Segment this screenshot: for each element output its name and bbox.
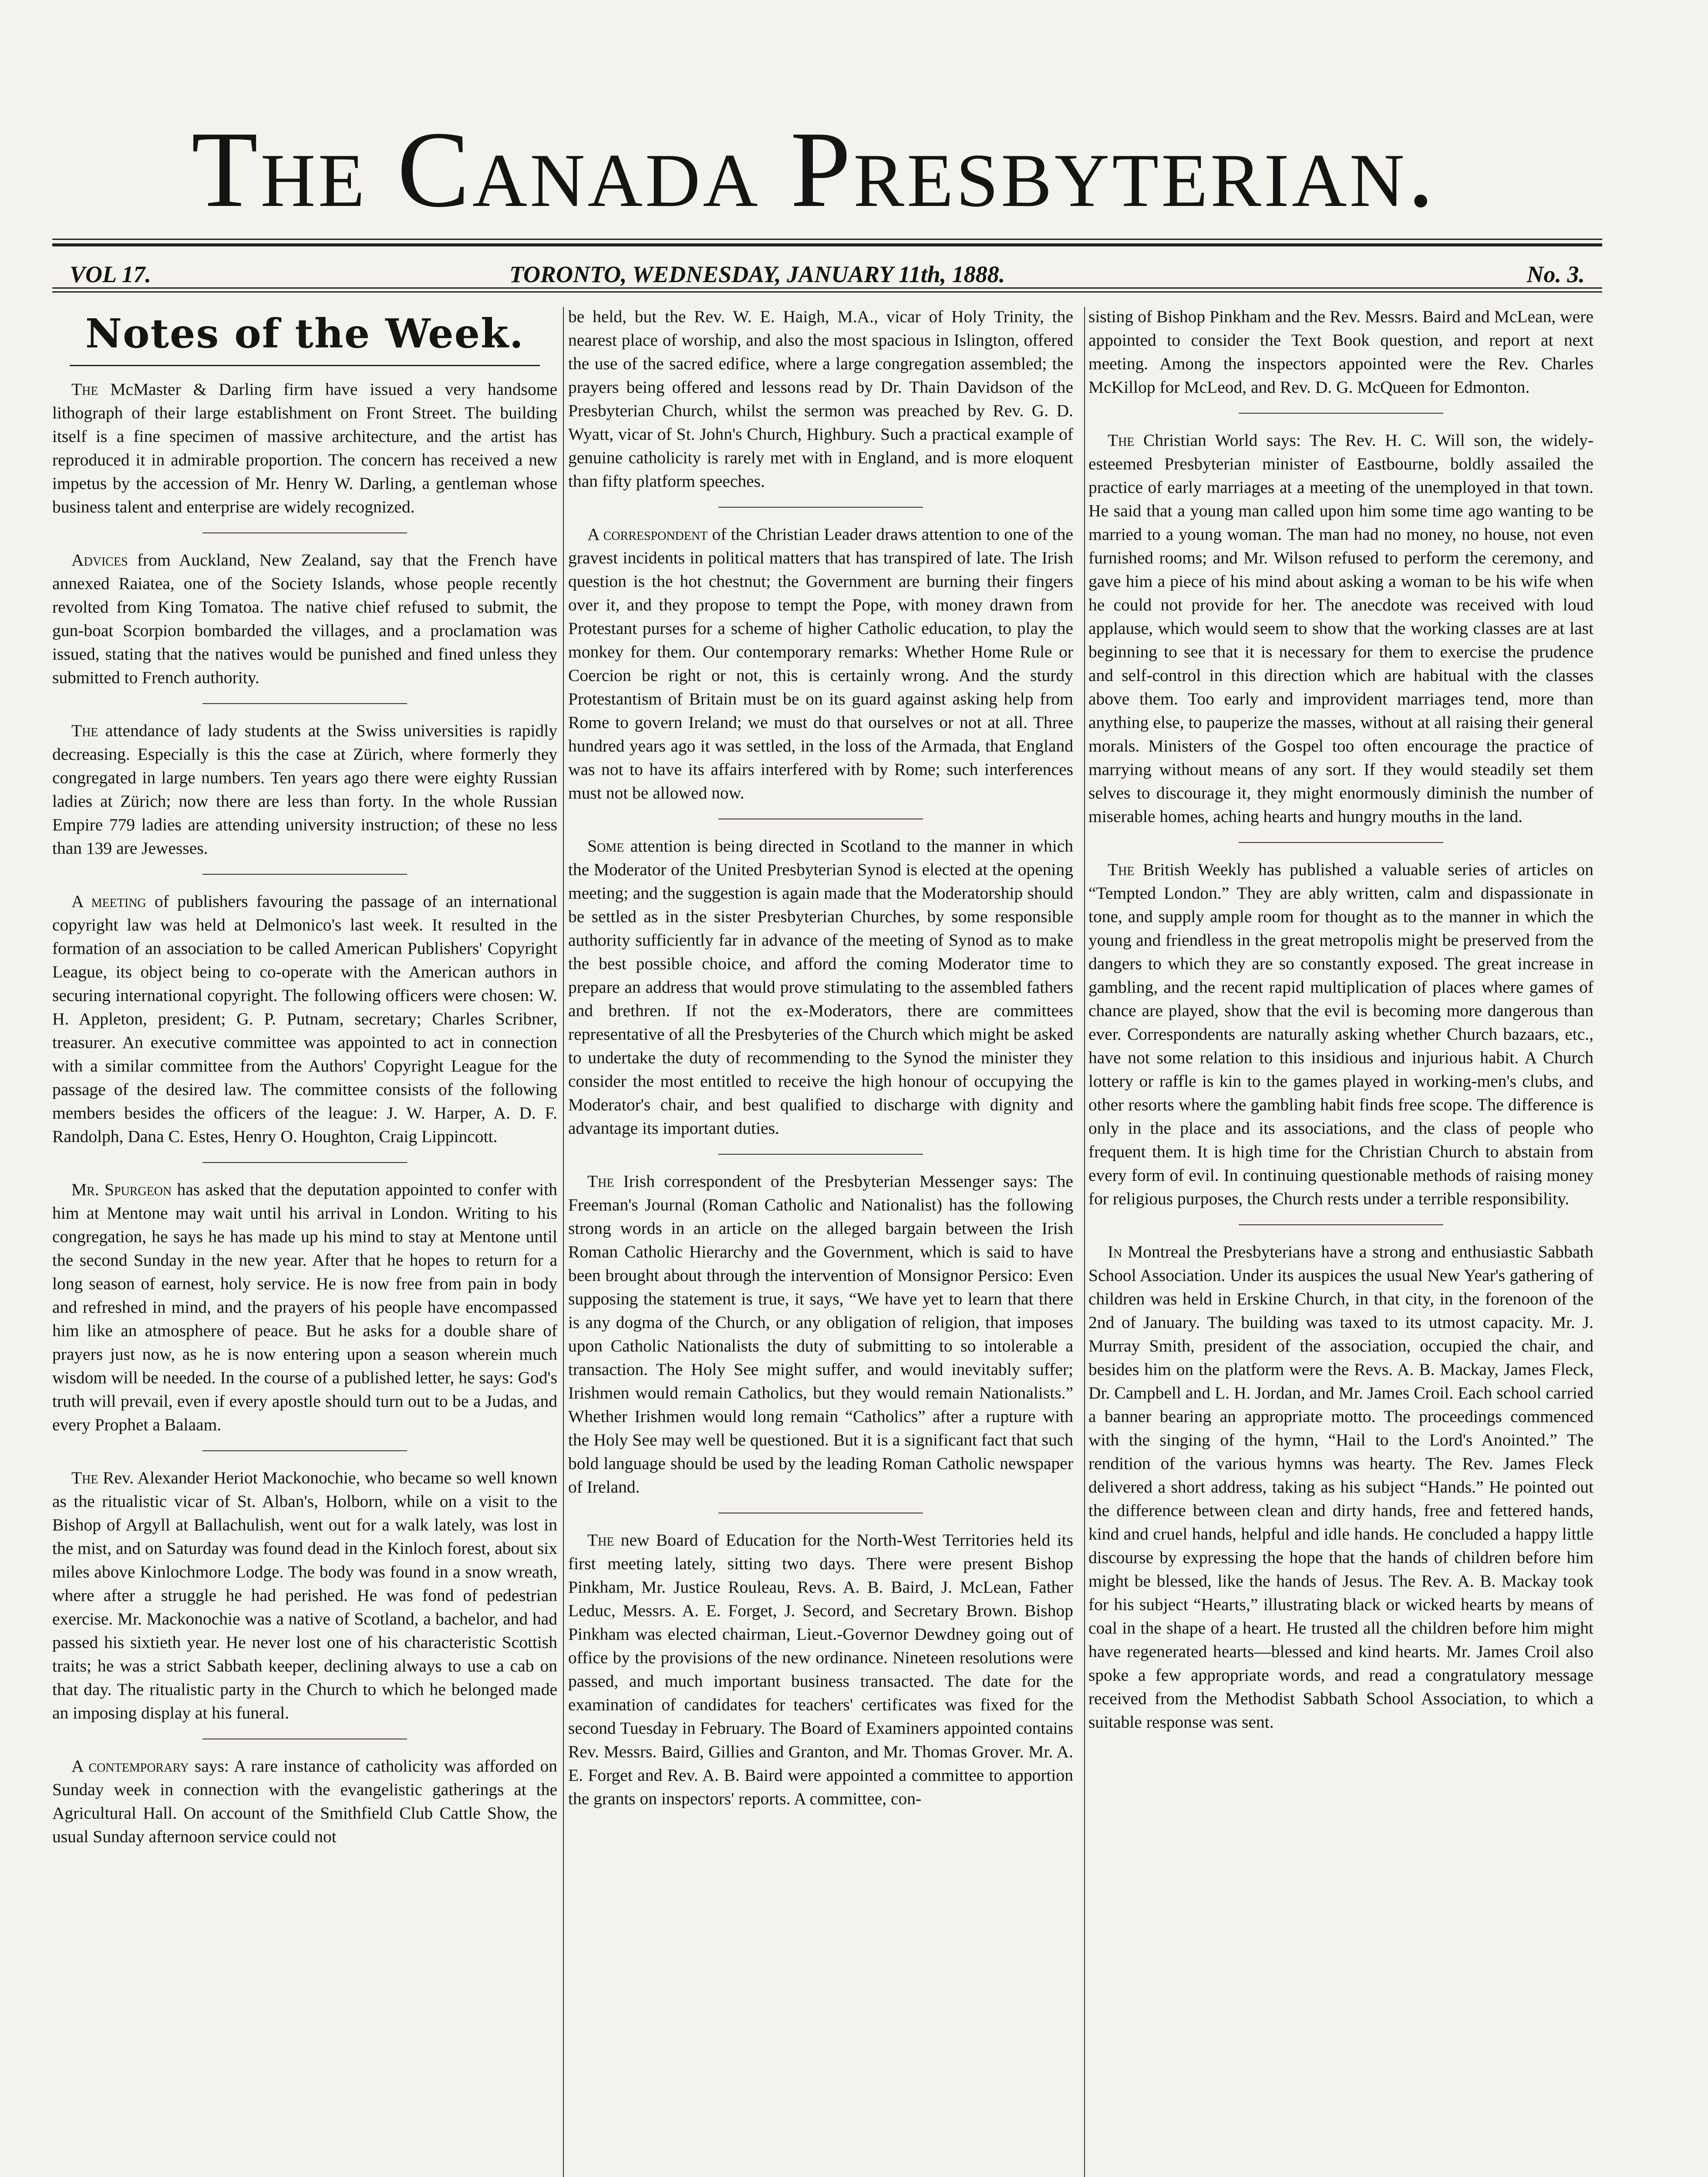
article — [52, 548, 557, 689]
article-lead: Advices — [71, 550, 128, 570]
article — [52, 377, 557, 519]
article-text — [1088, 858, 1593, 1210]
column-1 — [52, 305, 557, 2177]
article-body: British Weekly has published a valuable series of articles on “Tempted London.” They are ably written, calm and dispassionate in tone, and supply ample room for thought as to the manner in which the young and friendless in the great metropolis might be preserved from the dangers to which they are so constantly exposed. The great increase in gambling, and the recent rapid multiplication of places where games of chance are played, show that the evil is becoming more dangerous than ever. Correspondents are naturally asking whether Church bazaars, etc., have not some relation to this insidious and injurious habit. A Church lottery or raffle is kin to the games played in working-men's clubs, and other resorts where the gambling habit finds free scope. The difference is only in the place and its associations, and the class of people who frequent them. It is high time for the Christian Church to abstain from every form of evil. In continuing questionable methods of raising money for religious purposes, the Church rests under a terrible responsibility. — [1088, 860, 1593, 1208]
article-body: says: A rare instance of catholicity was afforded on Sunday week in connection with the evangelistic gatherings at the Agricultural Hall. On account of the Smithfield Club Cattle Show, the usual Sunday afternoon service could not — [52, 1756, 557, 1846]
article-body: Montreal the Presbyterians have a strong and enthusiastic Sabbath School Association. Under its auspices the usual New Year's gathering of children was held in Erskine Church, in that city, in the forenoon of the 2nd of January. The building was taxed to its utmost capacity. Mr. J. Murray Smith, president of the association, occupied the chair, and besides him on the platform were the Revs. A. B. Mackay, James Fleck, Dr. Campbell and L. H. Jordan, and Mr. James Croil. Each school carried a banner bearing an appropriate motto. The proceedings commenced with the singing of the hymn, “Hail to the Lord's Anointed.” The rendition of the various hymns was hearty. The Rev. James Fleck delivered a short address, taking as his subject “Hands.” He pointed out the difference between clean and dirty hands, free and fettered hands, kind and cruel hands, helpful and idle hands. He concluded a happy little discourse by expressing the hope that the hands of children before him might be blessed, like the hands of Jesus. The Rev. A. B. Mackay took for his subject “Hearts,” illustrating black or wicked hearts by means of coal in the shape of a heart. He trusted all the children before him might have regenerated hearts—blessed and kind hearts. Mr. James Croil also spoke a few appropriate words, and read a congratulatory message received from the Methodist Sabbath School Association, to which a suitable response was sent. — [1088, 1242, 1593, 1732]
article-separator — [1239, 1224, 1443, 1225]
date-label: TORONTO, WEDNESDAY, JANUARY 11th, 1888. — [509, 261, 1005, 287]
masthead — [48, 111, 1580, 229]
article-lead: The — [71, 380, 98, 399]
column-body — [1088, 305, 1593, 1734]
article — [1088, 428, 1593, 828]
article — [1088, 1240, 1593, 1734]
article-text — [568, 1169, 1073, 1499]
column-divider — [1084, 307, 1085, 2177]
article-text — [568, 305, 1073, 493]
article-lead: A meeting — [71, 892, 146, 911]
section-title-rule — [70, 365, 540, 366]
article-lead: The — [587, 1172, 614, 1191]
article-lead: The — [71, 1468, 98, 1487]
article — [568, 305, 1073, 493]
article-separator — [1239, 842, 1443, 843]
column-divider — [563, 307, 564, 2177]
article — [52, 1466, 557, 1725]
article-separator — [1239, 413, 1443, 414]
column-3 — [1088, 305, 1593, 2177]
masthead-rule-top — [52, 239, 1602, 246]
article-lead: A contemporary — [71, 1756, 189, 1776]
article-text — [52, 890, 557, 1148]
article-lead: The — [587, 1530, 614, 1550]
column-body — [568, 305, 1073, 1810]
article-separator — [202, 703, 407, 704]
article-lead: The — [71, 721, 98, 740]
article-body: new Board of Education for the North-West Territories held its first meeting lately, sitting two days. There were present Bishop Pinkham, Mr. Justice Rouleau, Revs. A. B. Baird, J. McLean, Father Leduc, Messrs. A. E. Forget, J. Secord, and Secretary Brown. Bishop Pinkham was elected chairman, Lieut.-Governor Dewdney going out of office by the provisions of the new ordinance. Nineteen resolutions were passed, and much important business transacted. The date for the examination of candidates for teachers' certificates was fixed for the second Tuesday in February. The Board of Examiners appointed contains Rev. Messrs. Baird, Gillies and Granton, and Mr. Thomas Grover. Mr. A. E. Forget and Rev. A. B. Baird were appointed a committee to apportion the grants on inspectors' reports. A committee, con- — [568, 1530, 1073, 1808]
masthead-rule-bottom — [52, 287, 1602, 293]
article-body: be held, but the Rev. W. E. Haigh, M.A., vicar of Holy Trinity, the nearest place of worship, and also the most spacious in Islington, offered the use of the sacred edifice, where a large congregation assembled; the prayers being offered and lessons read by Dr. Thain Davidson of the Presbyterian Church, whilst the sermon was preached by Rev. G. D. Wyatt, vicar of St. John's Church, Highbury. Such a practical example of genuine catholicity is rarely met with in England, and is more eloquent than fifty platform speeches. — [568, 307, 1073, 491]
article-text — [52, 1466, 557, 1725]
column-body — [52, 377, 557, 1848]
article-lead: The — [1108, 431, 1135, 450]
column-2 — [568, 305, 1073, 2177]
article — [568, 834, 1073, 1140]
article-body: Rev. Alexander Heriot Mackonochie, who became so well known as the ritualistic vicar of St. Alban's, Holborn, while on a visit to the Bishop of Argyll at Ballachulish, went out for a walk lately, was lost in the mist, and on Saturday was found dead in the Kinloch forest, about six miles above Kinlochmore Lodge. The body was found in a snow wreath, where after a struggle he had perished. He was fond of pedestrian exercise. Mr. Mackonochie was a native of Scotland, a bachelor, and had passed his sixtieth year. He never lost one of his characteristic Scottish traits; he was a strict Sabbath keeper, declining always to use a cab on that day. The ritualistic party in the Church to which he belonged made an imposing display at his funeral. — [52, 1468, 557, 1722]
article — [52, 719, 557, 860]
article-text — [52, 548, 557, 689]
article-lead: In — [1108, 1242, 1122, 1261]
article — [1088, 305, 1593, 399]
article-body: from Auckland, New Zealand, say that the French have annexed Raiatea, one of the Society Islands, whose people recently revolted from King Tomatoa. The native chief refused to submit, the gun-boat Scorpion bombarded the villages, and a proclamation was issued, stating that the natives would be punished and fined unless they submitted to French authority. — [52, 550, 557, 687]
article — [52, 1178, 557, 1436]
article-lead: Mr. Spurgeon — [71, 1180, 172, 1199]
volume-label: VOL 17. — [70, 261, 151, 287]
article-body: attention is being directed in Scotland to the manner in which the Moderator of the United Presbyterian Synod is elected at the opening meeting; and the suggestion is again made that the Moderatorship should be settled as in the sister Presbyterian Churches, by some responsible authority sufficiently far in advance of the meeting of Synod as to make the best possible choice, and afford the coming Moderator time to prepare an address that would prove stimulating to the assembled fathers and brethren. If not the ex-Moderators, there are committees representative of all the Presbyteries of the Church which might be asked to undertake the duty of recommending to the Synod the minister they consider the most entitled to receive the high honour of occupying the Moderator's chair, and best qualified to discharge with dignity and advantage its important duties. — [568, 836, 1073, 1138]
masthead-title: The Canada Presbyterian. — [191, 109, 1437, 230]
article-separator — [718, 1154, 923, 1155]
article-text — [52, 1178, 557, 1436]
article — [52, 890, 557, 1148]
article-text — [568, 834, 1073, 1140]
article-text — [52, 1754, 557, 1848]
article — [52, 1754, 557, 1848]
article-body: Christian World says: The Rev. H. C. Will son, the widely-esteemed Presbyterian minister of Eastbourne, boldly assailed the practice of early marriages at a meeting of the unemployed in that town. He said that a young man called upon him some time ago wanting to be married to a young woman. The man had no money, no house, not even furnished rooms; and Mr. Wilson refused to perform the ceremony, and gave him a piece of his mind about asking a woman to be his wife when he could not provide for her. The anecdote was received with loud applause, which would seem to show that the working classes are at last beginning to see that it is necessary for them to exercise the prudence and self-control in this direction which are habitual with the classes above them. Too early and improvident marriages tend, more than anything else, to pauperize the masses, without at all raising their general morals. Ministers of the Gospel too often encourage the practice of marrying without means of any sort. If they would steadily set them selves to discourage it, they might enormously diminish the number of miserable homes, aching hearts and hungry mouths in the land. — [1088, 431, 1593, 826]
article-lead: The — [1108, 860, 1135, 879]
article-body: attendance of lady students at the Swiss universities is rapidly decreasing. Especially is this the case at Zürich, where formerly they congregated in large numbers. Ten years ago there were eighty Russian ladies at Zürich; now there are less than forty. In the whole Russian Empire 779 ladies are attending university instruction; of these no less than 139 are Jewesses. — [52, 721, 557, 858]
article — [568, 522, 1073, 805]
article-lead: Some — [587, 836, 624, 856]
section-title: Notes of the Week. — [85, 310, 524, 357]
article-text — [568, 1528, 1073, 1810]
article-separator — [202, 532, 407, 533]
article — [1088, 858, 1593, 1210]
article-separator — [202, 1450, 407, 1451]
article-body: of publishers favouring the passage of an international copyright law was held at Delmonico's last week. It resulted in the formation of an association to be called American Publishers' Copyright League, its object being to co-operate with the American authors in securing international copyright. The following officers were chosen: W. H. Appleton, president; G. P. Putnam, secretary; Charles Scribner, treasurer. An executive committee was appointed to act in connection with a similar committee from the Authors' Copyright League for the passage of the desired law. The committee consists of the following members besides the officers of the league: J. W. Harper, A. D. F. Randolph, Dana C. Estes, Henry O. Houghton, Craig Lippincott. — [52, 892, 557, 1146]
article-text — [52, 719, 557, 860]
article-lead: A correspondent — [587, 525, 708, 544]
article — [568, 1169, 1073, 1499]
article-text — [52, 377, 557, 519]
article-separator — [718, 507, 923, 508]
article-text — [568, 522, 1073, 805]
dateline — [52, 260, 1602, 291]
article-body: Irish correspondent of the Presbyterian Messenger says: The Freeman's Journal (Roman Catholic and Nationalist) has the following strong words in an article on the alleged bargain between the Irish Roman Catholic Hierarchy and the Government, which is said to have been brought about through the intervention of Monsignor Persico: Even supposing the statement is true, it says, “We have yet to learn that there is any dogma of the Church, or any obligation of religion, that imposes upon Catholic Nationalists the duty of submitting to so intolerable a transaction. The Holy See might suffer, and would inevitably suffer; Irishmen would remain Catholics, but they would remain Nationalists.” Whether Irishmen would long remain “Catholics” after a rupture with the Holy See may well be questioned. But it is a significant fact that such bold language should be used by the leading Roman Catholic newspaper of Ireland. — [568, 1172, 1073, 1496]
article-separator — [202, 874, 407, 875]
article-body: has asked that the deputation appointed to confer with him at Mentone may wait until his arrival in London. Writing to his congregation, he says he has made up his mind to stay at Mentone until the second Sunday in the new year. After that he hopes to return for a long season of earnest, holy service. He is now free from pain in body and refreshed in mind, and the prayers of his people have encompassed him like an atmosphere of peace. But he asks for a double share of prayers just now, as he is now entering upon a season wherein much wisdom will be needed. In the course of a published letter, he says: God's truth will prevail, even if every apostle should turn out to be a Judas, and every Prophet a Balaam. — [52, 1180, 557, 1434]
article-body: of the Christian Leader draws attention to one of the gravest incidents in political matters that has transpired of late. The Irish question is the hot chestnut; the Government are burning their fingers over it, and they propose to tempt the Pope, with money drawn from Protestant purses for a scheme of higher Catholic education, to play the monkey for them. Our contemporary remarks: Whether Home Rule or Coercion be right or not, this is certainly wrong. And the sturdy Protestantism of Britain must be on its guard against asking help from Rome to govern Ireland; we must do that ourselves or not at all. Three hundred years ago it was settled, in the loss of the Armada, that England was not to have its affairs interfered with by Rome; such interferences must not be allowed now. — [568, 525, 1073, 802]
article-body: McMaster & Darling firm have issued a very handsome lithograph of their large establishment on Front Street. The building itself is a fine specimen of massive architecture, and the artist has reproduced it in admirable proportion. The concern has received a new impetus by the accession of Mr. Henry W. Darling, a gentleman whose business talent and enterprise are widely recognized. — [52, 380, 557, 516]
article — [568, 1528, 1073, 1810]
article-text — [1088, 1240, 1593, 1734]
article-body: sisting of Bishop Pinkham and the Rev. Messrs. Baird and McLean, were appointed to consider the Text Book question, and report at next meeting. Among the inspectors appointed were the Rev. Charles McKillop for McLeod, and Rev. D. G. McQueen for Edmonton. — [1088, 307, 1593, 397]
issue-number: No. 3. — [1526, 261, 1585, 287]
article-text — [1088, 305, 1593, 399]
article-text — [1088, 428, 1593, 828]
article-separator — [202, 1162, 407, 1163]
